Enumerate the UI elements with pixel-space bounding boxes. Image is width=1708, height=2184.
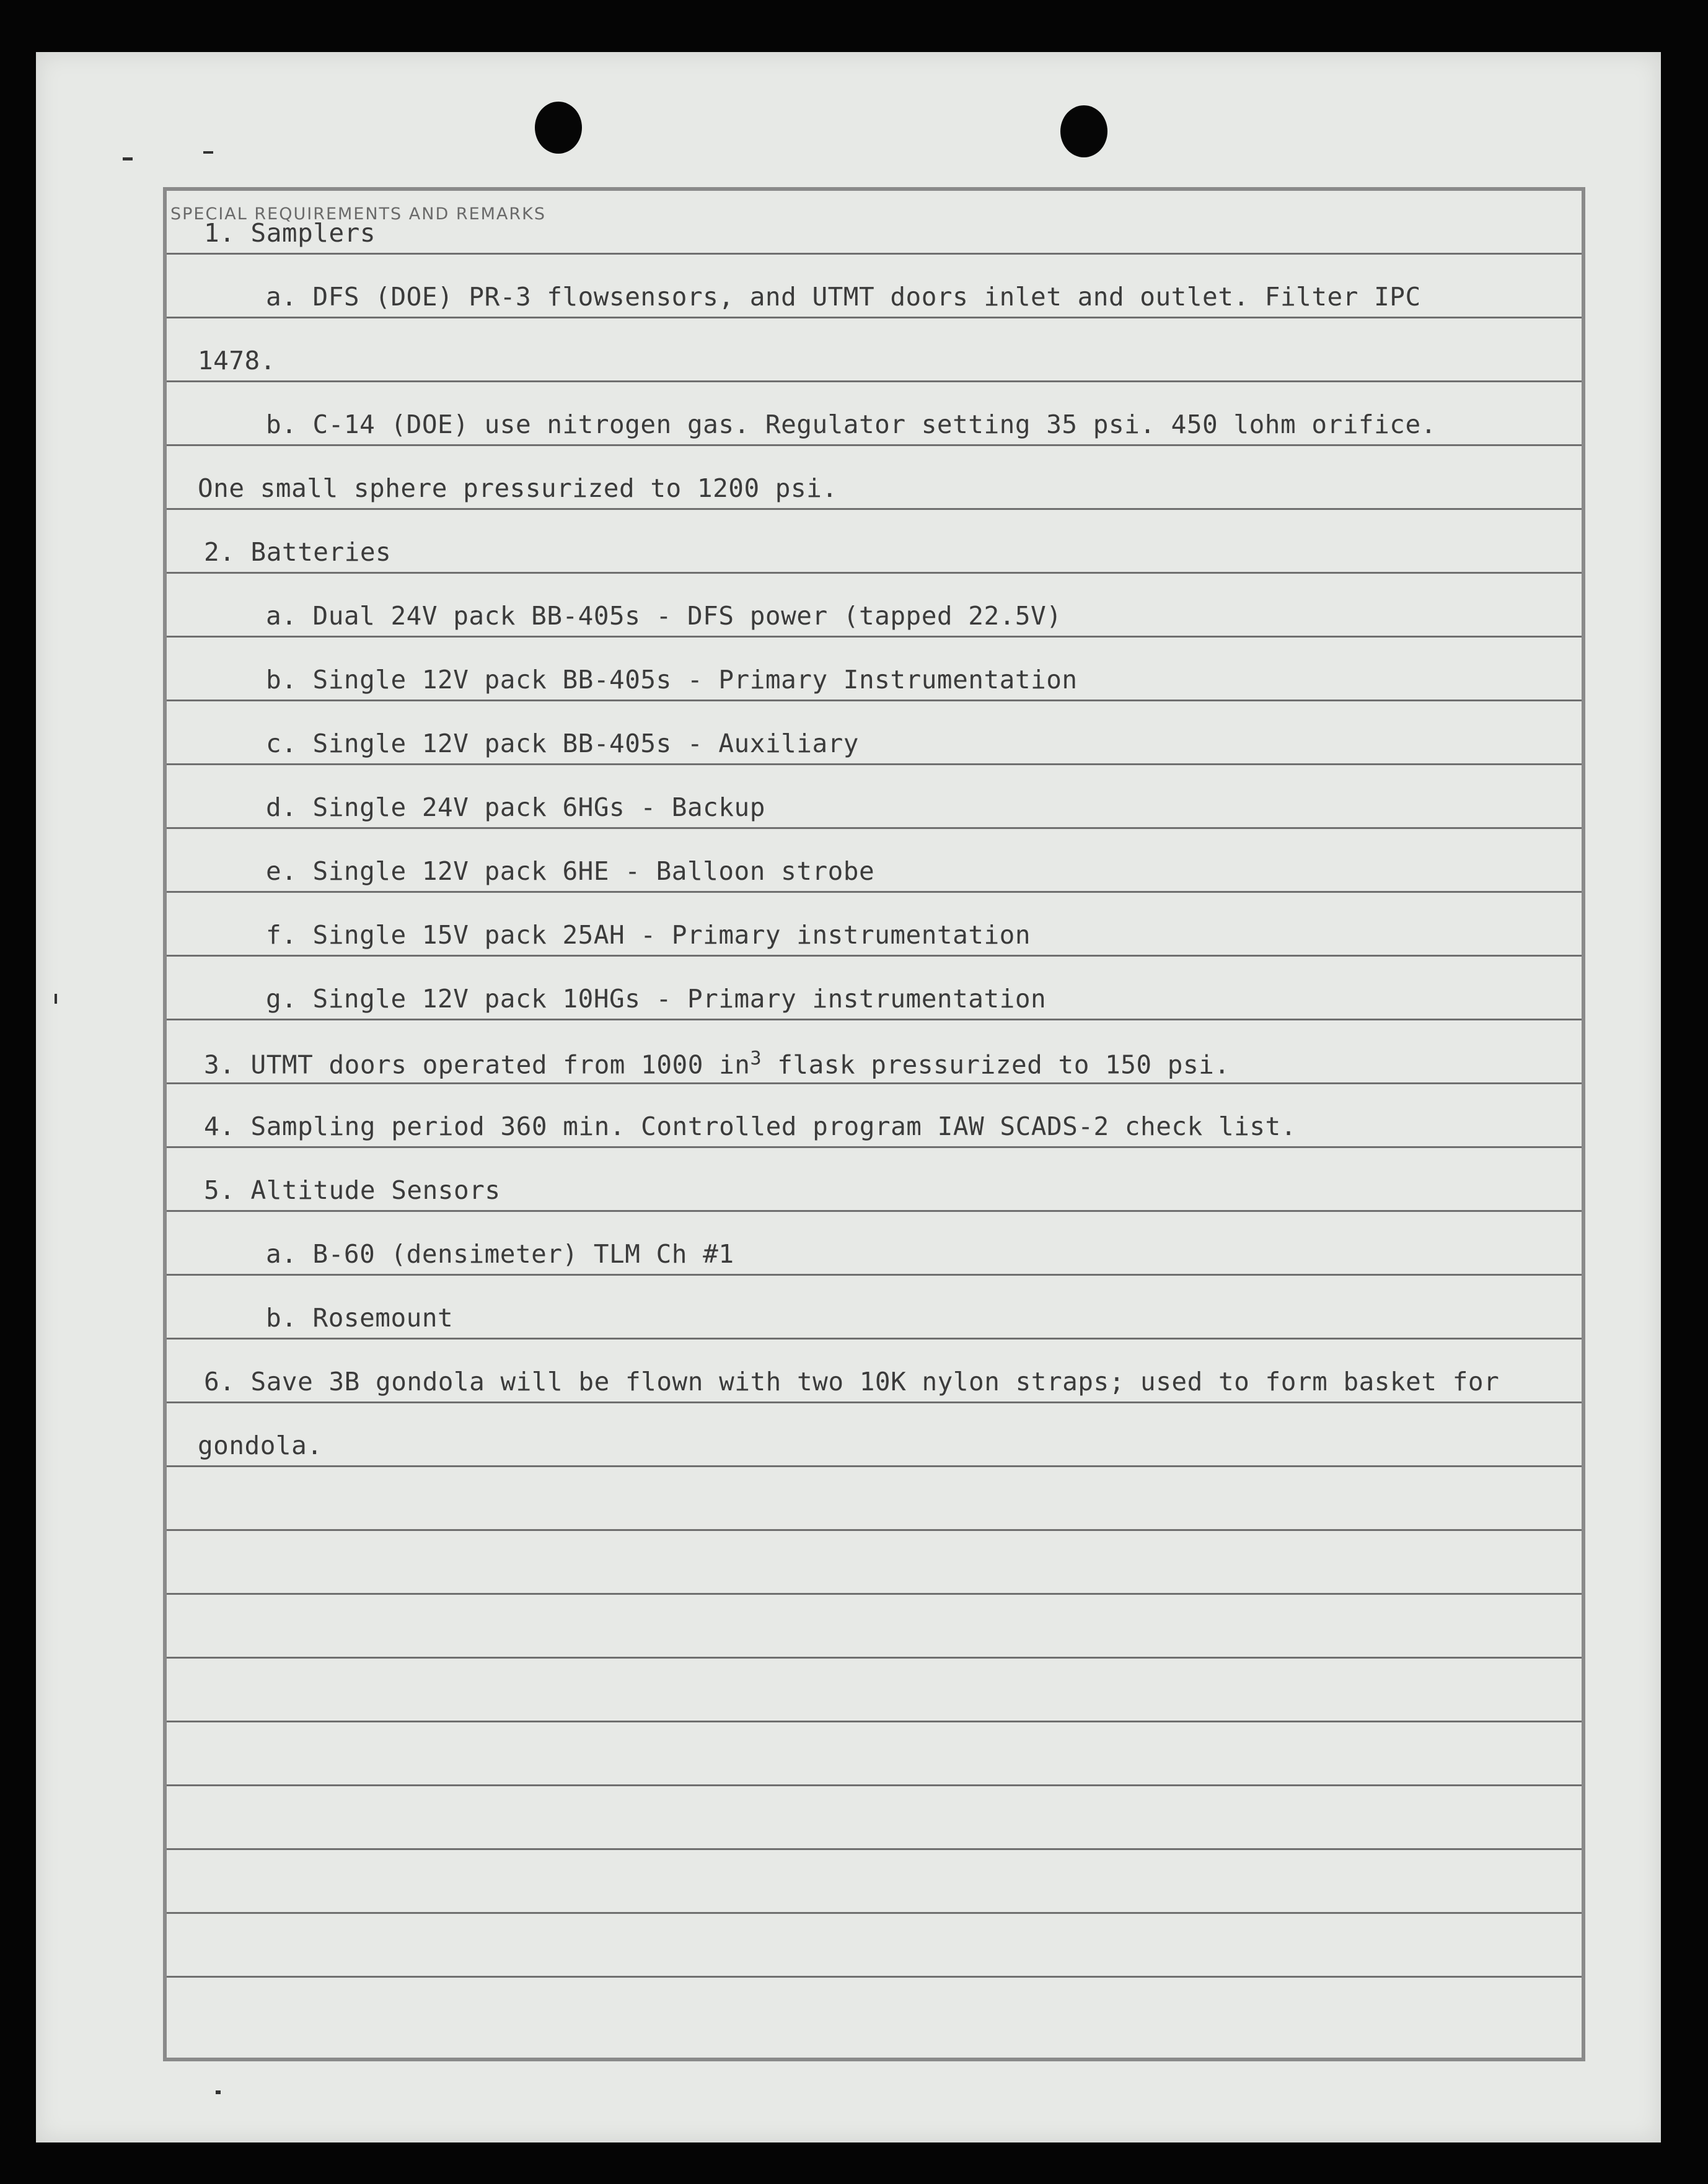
speck bbox=[123, 157, 133, 160]
superscript: 3 bbox=[750, 1048, 762, 1069]
speck bbox=[203, 151, 213, 154]
document-page bbox=[36, 52, 1661, 2142]
item-1a-continued: 1478. bbox=[198, 346, 276, 375]
rule-line bbox=[167, 1465, 1582, 1467]
punch-hole bbox=[1060, 105, 1107, 157]
remarks-form bbox=[163, 187, 1585, 2061]
rule-line bbox=[167, 380, 1582, 382]
rule-line bbox=[167, 1210, 1582, 1212]
item-1a: a. DFS (DOE) PR-3 flowsensors, and UTMT doors inlet and outlet. Filter IPC bbox=[266, 282, 1421, 312]
item-2-heading: 2. Batteries bbox=[204, 537, 392, 567]
rule-line bbox=[167, 636, 1582, 638]
item-2g: g. Single 12V pack 10HGs - Primary instrumentation bbox=[266, 984, 1047, 1014]
punch-hole bbox=[535, 102, 582, 154]
rule-line bbox=[167, 1784, 1582, 1786]
item-6-continued: gondola. bbox=[198, 1431, 323, 1460]
rule-line bbox=[167, 1848, 1582, 1850]
rule-line bbox=[167, 763, 1582, 765]
item-2a: a. Dual 24V pack BB-405s - DFS power (tapped 22.5V) bbox=[266, 601, 1062, 631]
rule-line bbox=[167, 1082, 1582, 1084]
rule-line bbox=[167, 1721, 1582, 1722]
rule-line bbox=[167, 955, 1582, 957]
item-4: 4. Sampling period 360 min. Controlled program IAW SCADS-2 check list. bbox=[204, 1112, 1296, 1141]
item-1b: b. C-14 (DOE) use nitrogen gas. Regulator setting 35 psi. 450 lohm orifice. bbox=[266, 410, 1437, 439]
rule-line bbox=[167, 827, 1582, 829]
form-header: SPECIAL REQUIREMENTS AND REMARKS bbox=[170, 204, 547, 224]
rule-line bbox=[167, 253, 1582, 255]
item-2b: b. Single 12V pack BB-405s - Primary Instrumentation bbox=[266, 665, 1078, 695]
item-3-text: 3. UTMT doors operated from 1000 in bbox=[204, 1050, 751, 1080]
item-1b-continued: One small sphere pressurized to 1200 psi. bbox=[198, 473, 838, 503]
rule-line bbox=[167, 1657, 1582, 1659]
item-6: 6. Save 3B gondola will be flown with two 10K nylon straps; used to form basket for bbox=[204, 1367, 1500, 1397]
rule-line bbox=[167, 1146, 1582, 1148]
item-2e: e. Single 12V pack 6HE - Balloon strobe bbox=[266, 856, 875, 886]
rule-line bbox=[167, 1593, 1582, 1595]
rule-line bbox=[167, 1338, 1582, 1340]
rule-line bbox=[167, 1912, 1582, 1914]
rule-line bbox=[167, 1274, 1582, 1276]
item-2f: f. Single 15V pack 25AH - Primary instrumentation bbox=[266, 920, 1031, 950]
rule-line bbox=[167, 699, 1582, 701]
rule-line bbox=[167, 1529, 1582, 1531]
item-5a: a. B-60 (densimeter) TLM Ch #1 bbox=[266, 1239, 734, 1269]
item-5-heading: 5. Altitude Sensors bbox=[204, 1175, 501, 1205]
rule-line bbox=[167, 444, 1582, 446]
rule-line bbox=[167, 317, 1582, 318]
speck bbox=[216, 2090, 221, 2094]
rule-line bbox=[167, 1401, 1582, 1403]
item-5b: b. Rosemount bbox=[266, 1303, 454, 1333]
rule-line bbox=[167, 572, 1582, 574]
speck bbox=[55, 994, 57, 1004]
item-2d: d. Single 24V pack 6HGs - Backup bbox=[266, 792, 765, 822]
item-3-text-end: flask pressurized to 150 psi. bbox=[762, 1050, 1230, 1080]
rule-line bbox=[167, 1976, 1582, 1978]
rule-line bbox=[167, 1019, 1582, 1020]
item-3 bbox=[204, 1048, 1230, 1080]
rule-line bbox=[167, 508, 1582, 510]
item-1-heading: 1. Samplers bbox=[204, 218, 376, 248]
item-2c: c. Single 12V pack BB-405s - Auxiliary bbox=[266, 729, 859, 758]
rule-line bbox=[167, 891, 1582, 893]
